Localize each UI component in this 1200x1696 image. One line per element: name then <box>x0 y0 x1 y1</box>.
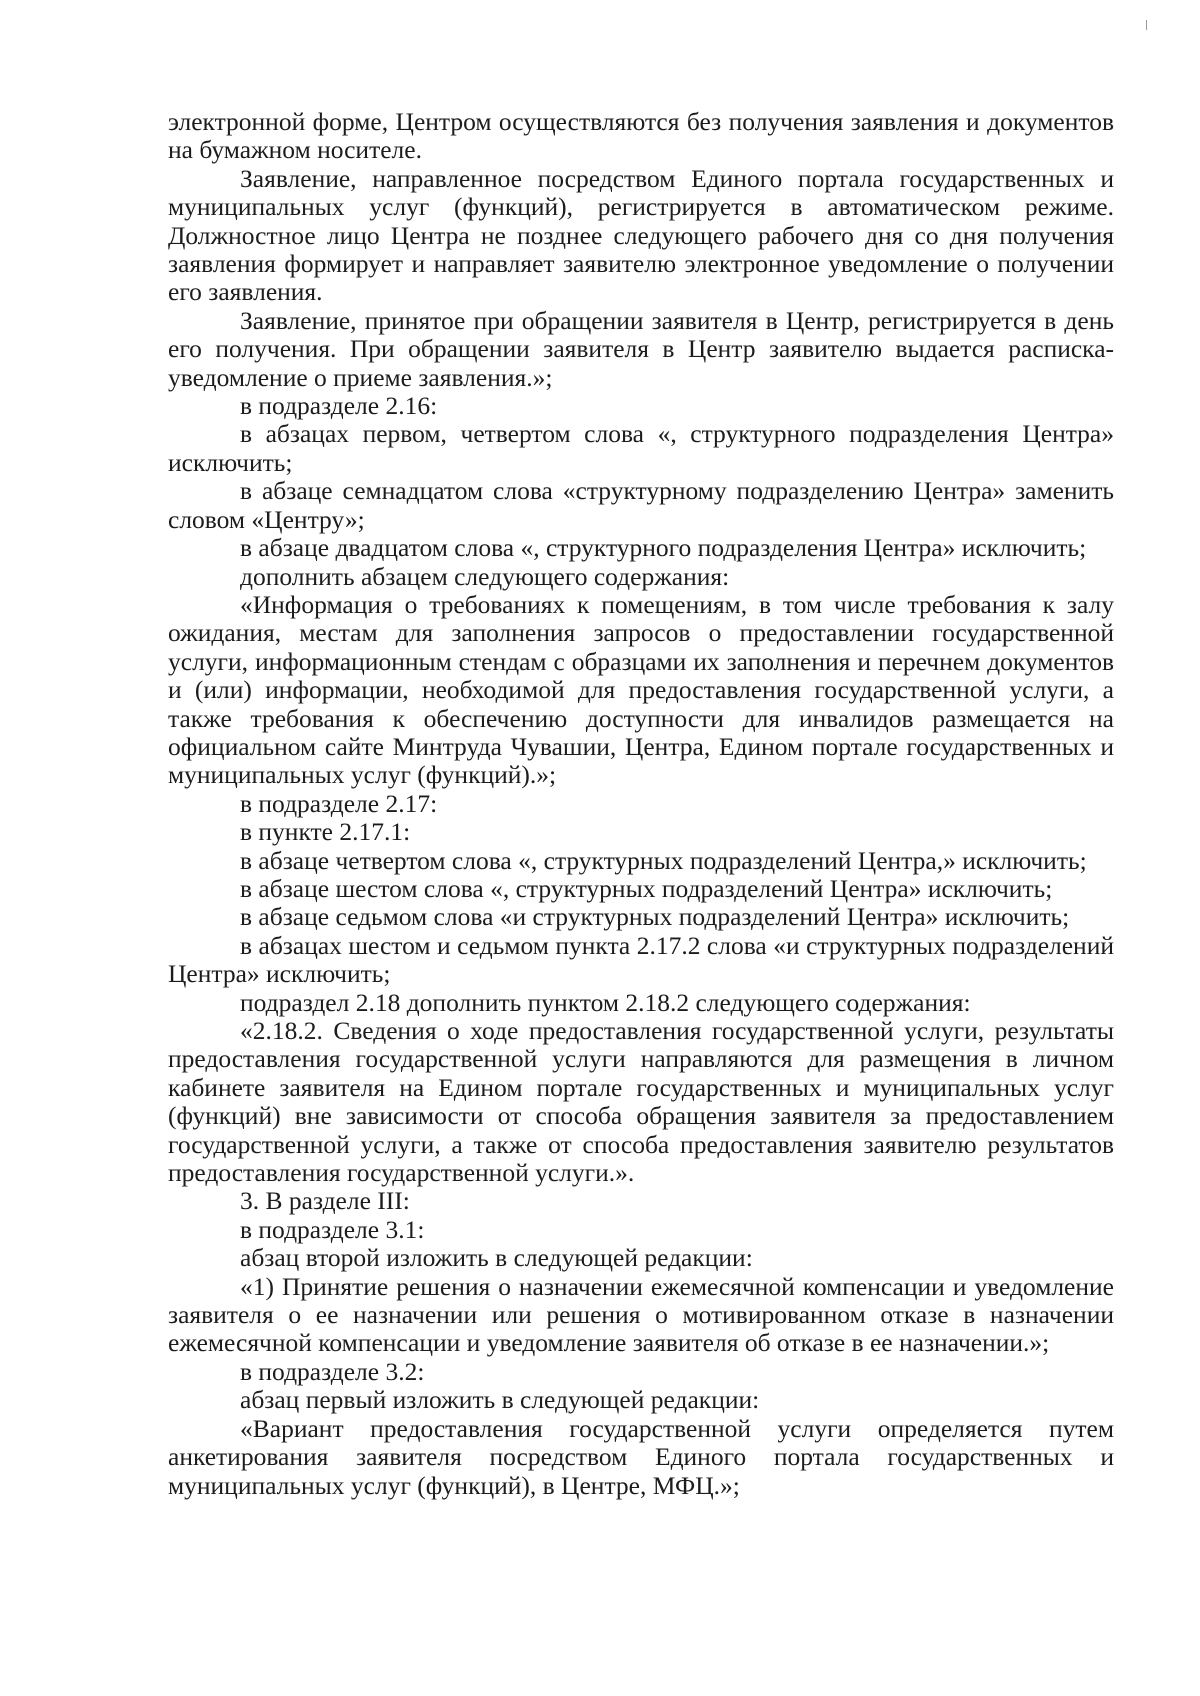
document-body <box>168 108 1114 1500</box>
paragraph-quoted-decision: «1) Принятие решения о назначении ежемесячной компенсации и уведомление заявителя о ее назначении или решения о мотивированном отказе в назначении ежемесячной компенсации и уведомление заявителя об отказе в ее назначении.»; <box>168 1271 1114 1358</box>
paragraph-amendment: абзац второй изложить в следующей редакции: <box>240 1243 753 1273</box>
paragraph-amendment: в абзаце семнадцатом слова «структурному подразделению Центра» заменить словом «Центру»; <box>168 476 1114 534</box>
paragraph-subsection-2-17: в подразделе 2.17: <box>240 788 438 818</box>
paragraph-subsection-3-2: в подразделе 3.2: <box>240 1356 425 1386</box>
paragraph-registration-center: Заявление, принятое при обращении заявителя в Центр, регистрируется в день его получения. При обращении заявителя в Центр заявителю выдается расписка-уведомление о приеме заявления.»; <box>168 305 1114 392</box>
paragraph-subsection-2-18: подраздел 2.18 дополнить пунктом 2.18.2 следующего содержания: <box>240 987 971 1017</box>
paragraph-quoted-info: «Информация о требованиях к помещениям, в том числе требования к залу ожидания, местам для заполнения запросов о предоставлении государственной услуги, информационным стендам с образцами их заполнения и перечнем документов и (или) информации, необходимой для предоставления государственной услуги, а также требования к обеспечению доступности для инвалидов размещается на официальном сайте Минтруда Чувашии, Центра, Едином портале государственных и муниципальных услуг (функций).»; <box>168 589 1114 790</box>
paragraph-amendment: в абзаце четвертом слова «, структурных подразделений Центра,» исключить; <box>240 845 1087 875</box>
paragraph-amendment: в абзацах шестом и седьмом пункта 2.17.2 слова «и структурных подразделений Центра» исключить; <box>168 930 1114 989</box>
paragraph-point-2-17-1: в пункте 2.17.1: <box>240 817 411 847</box>
paragraph-amendment: в абзацах первом, четвертом слова «, структурного подразделения Центра» исключить; <box>168 419 1114 477</box>
paragraph-amendment: в абзаце седьмом слова «и структурных подразделений Центра» исключить; <box>240 902 1070 932</box>
paragraph-continuation: электронной форме, Центром осуществляются без получения заявления и документов на бумажном носителе. <box>168 107 1114 165</box>
paragraph-amendment: абзац первый изложить в следующей редакции: <box>240 1385 760 1415</box>
paragraph-amendment: дополнить абзацем следующего содержания: <box>240 561 730 591</box>
paragraph-amendment: в абзаце шестом слова «, структурных подразделений Центра» исключить; <box>240 873 1053 903</box>
paragraph-registration-portal: Заявление, направленное посредством Единого портала государственных и муниципальных услуг (функций), регистрируется в автоматическом режиме. Должностное лицо Центра не позднее следующего рабочего дня со дня получения заявления формирует и направляет заявителю электронное уведомление о получении его заявления. <box>168 163 1114 307</box>
paragraph-subsection-3-1: в подразделе 3.1: <box>240 1214 425 1244</box>
paragraph-section-3: 3. В разделе III: <box>240 1186 410 1216</box>
paragraph-quoted-variant: «Вариант предоставления государственной услуги определяется путем анкетирования заявителя посредством Единого портала государственных и муниципальных услуг (функций), в Центре, МФЦ.»; <box>168 1413 1114 1500</box>
paragraph-subsection-2-16: в подразделе 2.16: <box>240 391 438 421</box>
paragraph-amendment: в абзаце двадцатом слова «, структурного подразделения Центра» исключить; <box>240 533 1087 563</box>
scan-artifact <box>1146 20 1147 30</box>
paragraph-quoted-2-18-2: «2.18.2. Сведения о ходе предоставления государственной услуги, результаты предоставления государственной услуги направляются для размещения в личном кабинете заявителя на Едином портале государственных и муниципальных услуг (функций) вне зависимости от способа обращения заявителя за предоставлением государственной услуги, а также от способа предоставления заявителю результатов предоставления государственной услуги.». <box>168 1016 1114 1188</box>
